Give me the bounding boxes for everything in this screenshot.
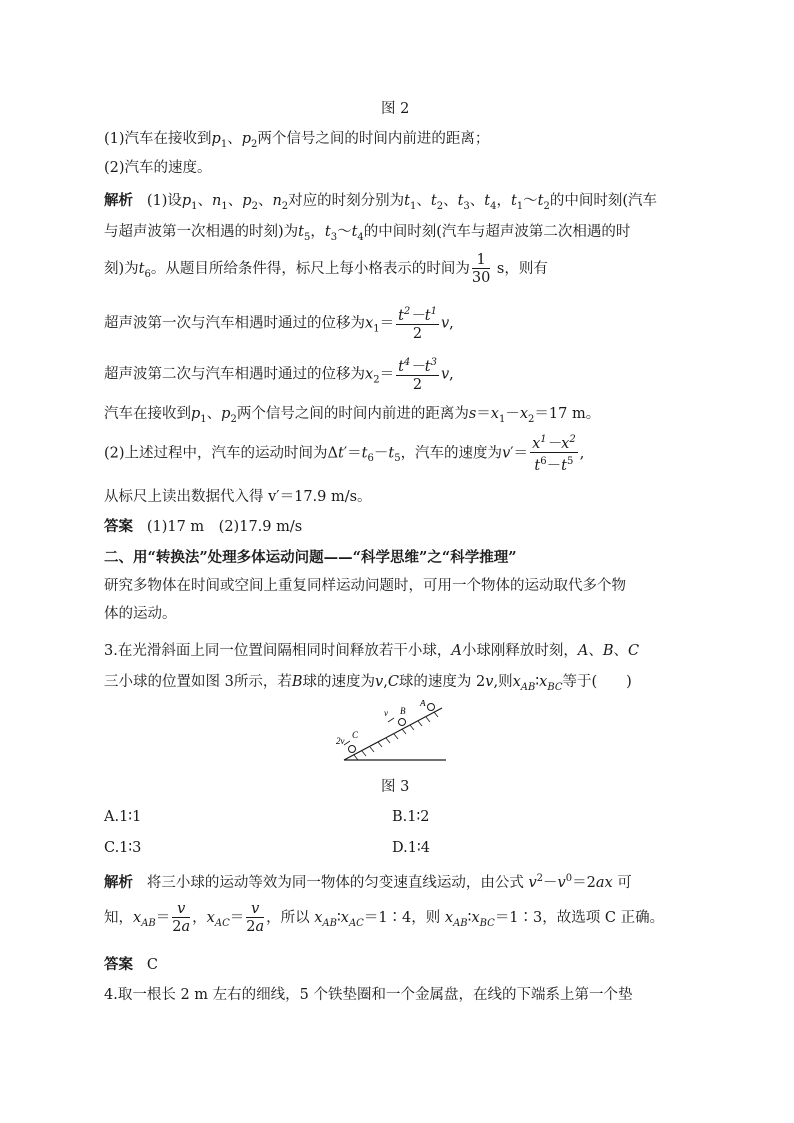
solution-line-7: (2)上述过程中，汽车的运动时间为$\Delta t'=t_6-t_5$，汽车的速度为v′＝ $\frac{x^1-x^2}{t^6-t^5}$ , — [104, 434, 585, 474]
solution-line-8: 从标尺上读出数据代入得 v′＝17.9 m/s。 — [104, 489, 372, 505]
solution-line-2: 与超声波第一次相遇的时刻)为$t_5$，$t_3\sim t_4$的中间时刻(汽车与超声波第二次相遇的时 — [104, 224, 631, 243]
solution-line-1: 解析 (1)设$p_1$、$n_1$、$p_2$、$n_2$对应的时刻分别为$t_1$、$t_2$、$t_3$、$t_4$，$t_1\sim t_2$的中间时刻(汽车 — [104, 192, 658, 212]
section-2-paragraph-1: 研究多物体在时间或空间上重复同样运动问题时，可用一个物体的运动取代多个物 — [104, 578, 626, 594]
section-2-title: 二、用“转换法”处理多体运动问题——“科学思维”之“科学推理” — [104, 549, 517, 566]
svg-text:B: B — [400, 706, 406, 716]
question-3-line-2: 三小球的位置如图 3所示，若B球的速度为v,C球的速度为 2v,则$x_{AB}∶x_{BC}$等于( ) — [104, 674, 632, 693]
solution-3-line-2: 知，$x_{AB}=$ $\frac{v}{2a}$ ，$x_{AC}=$ $\frac{v}{2a}$ ，所以 $x_{AB}∶x_{AC}=1∶4$，则 $x_{AB}∶x_{BC}=1∶3$，故选项 C 正确。 — [104, 900, 665, 935]
option-d: D.1∶4 — [392, 840, 430, 856]
figure-3-incline — [330, 700, 450, 766]
solution-line-3: 刻)为$t_6$。从题目所给条件得，标尺上每小格表示的时间为 $\frac{1}{30}$ s，则有 — [104, 251, 548, 286]
svg-text:C: C — [352, 730, 359, 740]
figure-3-caption: 图 3 — [381, 779, 410, 795]
ball-b — [399, 719, 406, 726]
svg-text:A: A — [420, 700, 426, 708]
solution-line-5: 超声波第二次与汽车相遇时通过的位移为$x_2=$ $\frac{t^4-t^3}{2}$ v, — [104, 357, 454, 393]
option-a: A.1∶1 — [104, 809, 142, 825]
ball-a — [428, 704, 435, 711]
solution-line-4: 超声波第一次与汽车相遇时通过的位移为$x_1=$ $\frac{t^2-t^1}{2}$ v, — [104, 306, 454, 342]
question-1: (1)汽车在接收到$p_1$、$p_2$两个信号之间的时间内前进的距离； — [104, 131, 490, 150]
question-4: 4.取一根长 2 m 左右的细线，5 个铁垫圈和一个金属盘，在线的下端系上第一个垫 — [104, 987, 633, 1003]
fraction-1-30: $\frac{1}{30}$ — [471, 251, 491, 286]
option-b: B.1∶2 — [392, 809, 430, 825]
solution-line-6: 汽车在接收到$p_1$、$p_2$两个信号之间的时间内前进的距离为$s=x_1-x_2=17$ m。 — [104, 406, 601, 425]
answer-2: 答案 C — [104, 956, 158, 973]
solution-3-line-1: 解析 将三小球的运动等效为同一物体的匀变速直线运动，由公式 $v^2-v^0=2ax$ 可 — [104, 873, 632, 891]
section-2-paragraph-2: 体的运动。 — [104, 606, 177, 622]
ball-c — [349, 746, 356, 753]
option-c: C.1∶3 — [104, 840, 142, 856]
jiexi-label: 解析 — [104, 192, 133, 209]
svg-text:v: v — [384, 708, 388, 718]
question-2: (2)汽车的速度。 — [104, 160, 212, 176]
figure-2-caption: 图 2 — [381, 101, 410, 117]
question-3-line-1: 3.在光滑斜面上同一位置间隔相同时间释放若干小球，A小球刚释放时刻，A、B、C — [104, 643, 640, 659]
answer-1: 答案 (1)17 m (2)17.9 m/s — [104, 518, 303, 535]
svg-text:2v: 2v — [336, 736, 345, 746]
